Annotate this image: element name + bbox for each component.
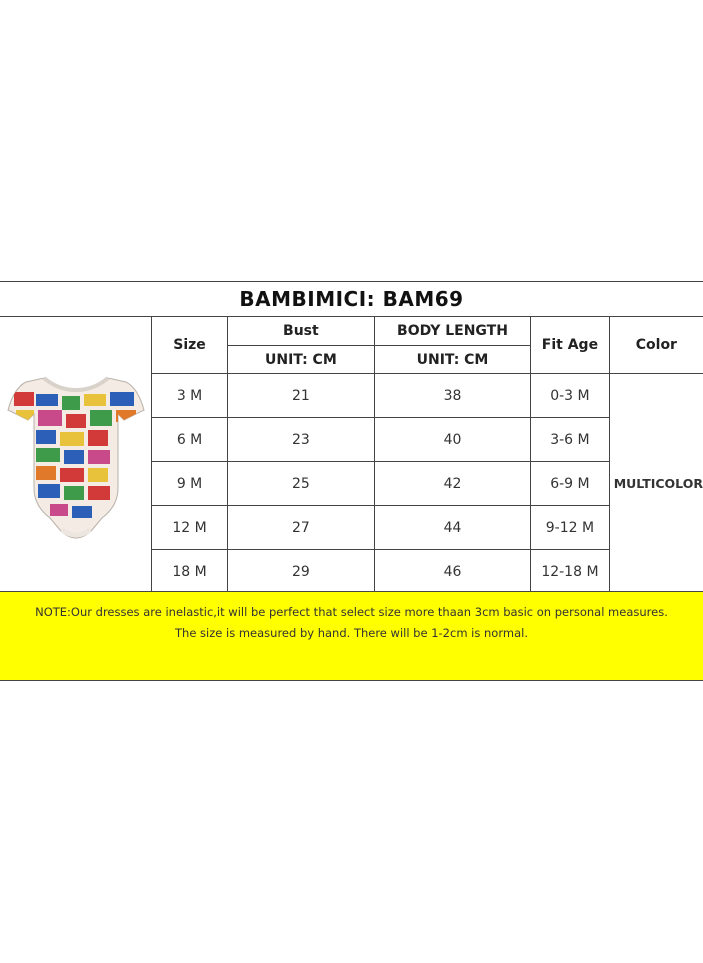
header-bust: Bust xyxy=(227,317,374,346)
chart-title: BAMBIMICI: BAM69 xyxy=(0,281,703,317)
bust-cell: 29 xyxy=(227,550,374,594)
length-cell: 42 xyxy=(374,462,530,506)
length-cell: 38 xyxy=(374,374,530,418)
size-cell: 3 M xyxy=(152,374,228,418)
size-cell: 6 M xyxy=(152,418,228,462)
age-cell: 0-3 M xyxy=(531,374,610,418)
bust-cell: 21 xyxy=(227,374,374,418)
note-line-1: NOTE:Our dresses are inelastic,it will be perfect that select size more thaan 3cm basic on personal measures. xyxy=(35,605,668,619)
length-cell: 46 xyxy=(374,550,530,594)
note-line-2: The size is measured by hand. There will be 1-2cm is normal. xyxy=(175,626,528,640)
bust-cell: 27 xyxy=(227,506,374,550)
size-cell: 12 M xyxy=(152,506,228,550)
header-fit-age: Fit Age xyxy=(531,317,610,374)
age-cell: 6-9 M xyxy=(531,462,610,506)
header-color: Color xyxy=(609,317,703,374)
product-image-cell xyxy=(0,317,152,594)
size-chart xyxy=(0,281,703,682)
note-box xyxy=(0,591,703,681)
age-cell: 3-6 M xyxy=(531,418,610,462)
age-cell: 9-12 M xyxy=(531,506,610,550)
header-length-unit: UNIT: CM xyxy=(374,346,530,374)
onesie-image xyxy=(6,368,146,543)
color-value: MULTICOLOR xyxy=(609,374,703,594)
size-cell: 9 M xyxy=(152,462,228,506)
header-body-length: BODY LENGTH xyxy=(374,317,530,346)
size-table xyxy=(0,316,703,594)
bust-cell: 25 xyxy=(227,462,374,506)
length-cell: 40 xyxy=(374,418,530,462)
header-bust-unit: UNIT: CM xyxy=(227,346,374,374)
length-cell: 44 xyxy=(374,506,530,550)
header-size: Size xyxy=(152,317,228,374)
bust-cell: 23 xyxy=(227,418,374,462)
size-cell: 18 M xyxy=(152,550,228,594)
age-cell: 12-18 M xyxy=(531,550,610,594)
